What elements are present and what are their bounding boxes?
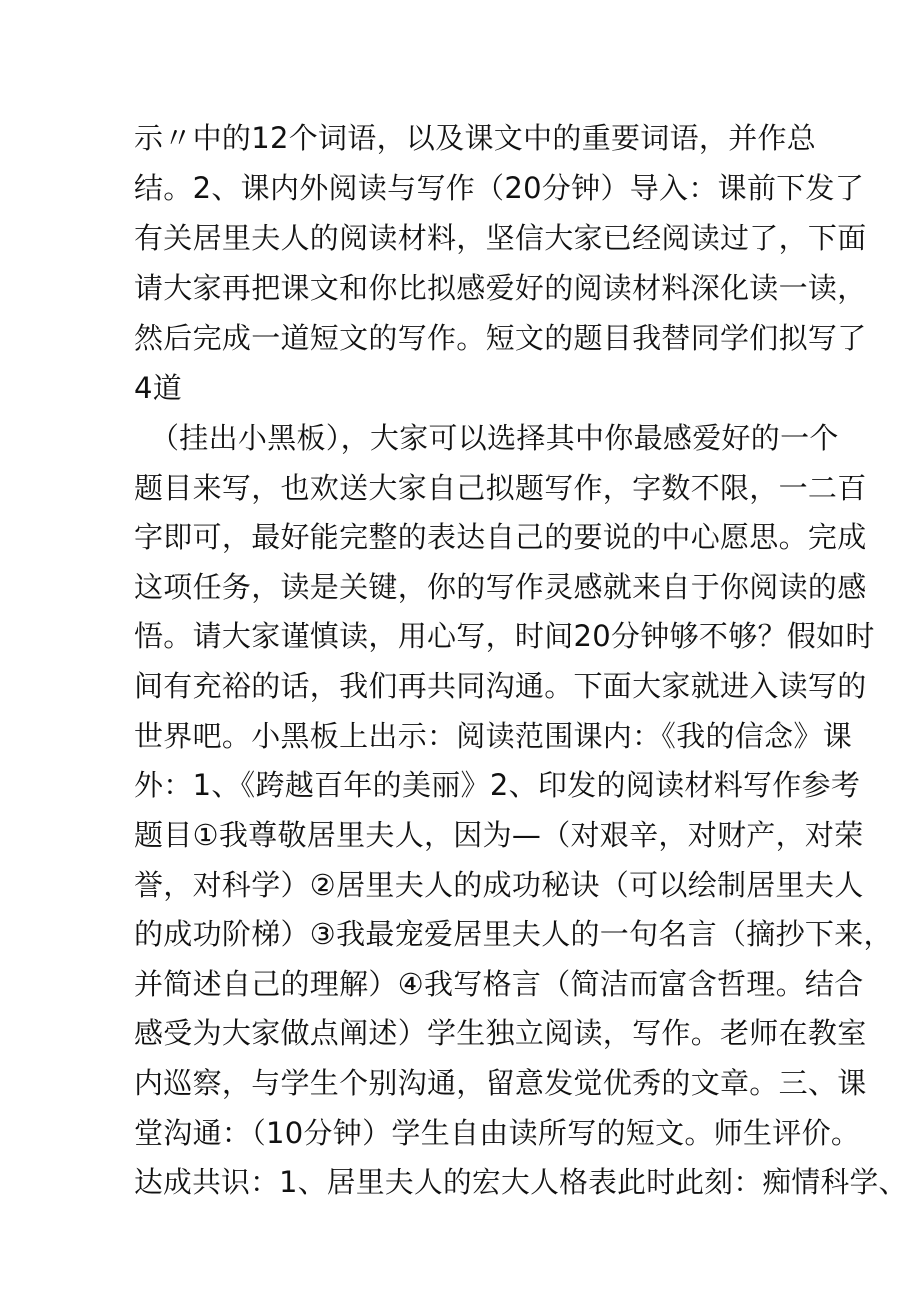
text-line-21: 堂沟通：（10分钟）学生自由读所写的短文。师生评价。 <box>134 1116 861 1150</box>
text-line-18: 并简述自己的理解）④我写格言（简洁而富含哲理。结合 <box>134 967 864 1001</box>
text-line-10: 这项任务，读是关键，你的写作灵感就来自于你阅读的感 <box>134 570 867 604</box>
text-line-19: 感受为大家做点阐述）学生独立阅读，写作。老师在教室 <box>134 1016 867 1050</box>
text-line-5: 然后完成一道短文的写作。短文的题目我替同学们拟写了 <box>134 321 867 355</box>
text-line-16: 誉，对科学）②居里夫人的成功秘诀（可以绘制居里夫人 <box>134 868 864 902</box>
text-line-3: 有关居里夫人的阅读材料，坚信大家已经阅读过了，下面 <box>134 221 867 255</box>
text-line-13: 世界吧。小黑板上出示：阅读范围课内：《我的信念》课 <box>134 719 853 753</box>
text-line-6: 4道 <box>134 371 183 405</box>
text-line-4: 请大家再把课文和你比拟感爱好的阅读材料深化读一读， <box>134 271 867 305</box>
text-line-14: 外：1、《跨越百年的美丽》2、印发的阅读材料写作参考 <box>134 768 861 802</box>
text-line-15: 题目①我尊敬居里夫人，因为—（对艰辛，对财产，对荣 <box>134 818 864 852</box>
text-line-17: 的成功阶梯）③我最宠爱居里夫人的一句名言（摘抄下来， <box>134 917 893 951</box>
text-line-2: 结。2、课内外阅读与写作（20分钟）导入：课前下发了 <box>134 171 865 205</box>
text-line-7: （挂出小黑板），大家可以选择其中你最感爱好的一个 <box>150 421 839 455</box>
text-line-1: 示〃中的12个词语，以及课文中的重要词语，并作总 <box>134 121 817 155</box>
text-line-12: 间有充裕的话，我们再共同沟通。下面大家就进入读写的 <box>134 669 867 703</box>
text-line-9: 字即可，最好能完整的表达自己的要说的中心愿思。完成 <box>134 520 867 554</box>
text-line-11: 悟。请大家谨慎读，用心写，时间20分钟够不够？假如时 <box>134 619 875 653</box>
text-line-8: 题目来写，也欢送大家自己拟题写作，字数不限，一二百 <box>134 471 867 505</box>
text-line-22: 达成共识：1、居里夫人的宏大人格表此时此刻：痴情科学、 <box>134 1165 908 1199</box>
text-line-20: 内巡察，与学生个别沟通，留意发觉优秀的文章。三、课 <box>134 1066 867 1100</box>
